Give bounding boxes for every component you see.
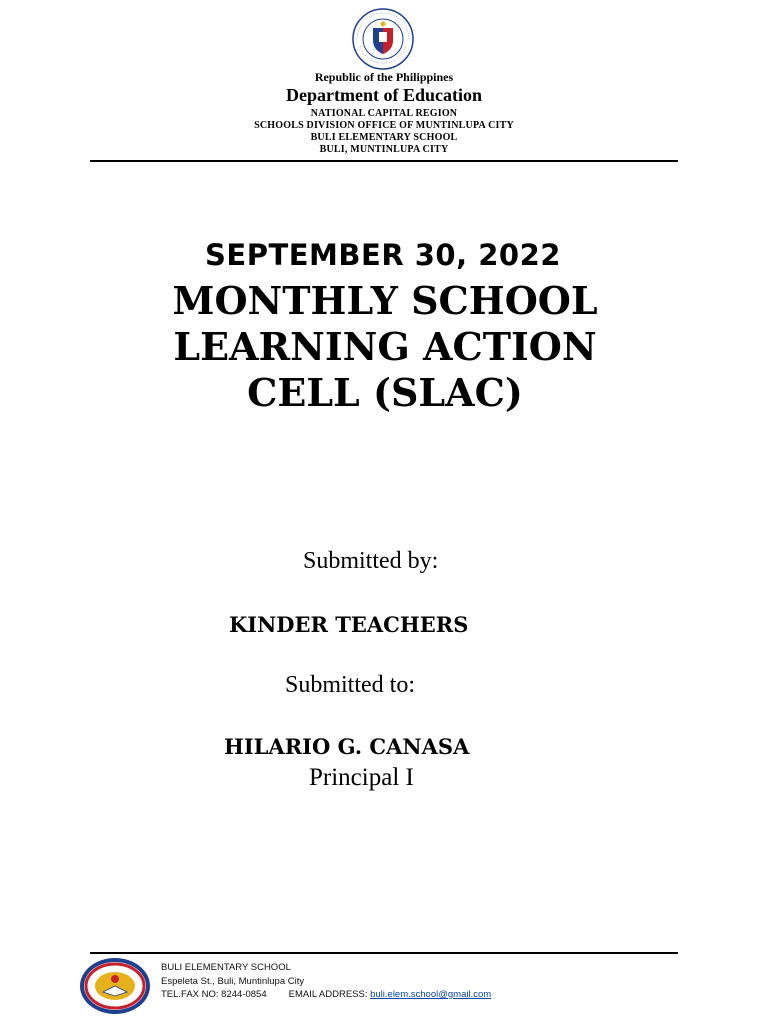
email-label: EMAIL ADDRESS: bbox=[288, 989, 368, 1000]
department-line: Department of Education bbox=[286, 85, 482, 105]
address-line: BULI, MUNTINLUPA CITY bbox=[319, 144, 449, 155]
republic-line: Republic of the Philippines bbox=[314, 70, 454, 84]
telfax-text: TEL.FAX NO: 8244-0854 bbox=[161, 989, 267, 1000]
footer-divider bbox=[90, 952, 678, 954]
title-line: CELL (SLAC) bbox=[247, 370, 523, 415]
footer-school-name: BULI ELEMENTARY SCHOOL bbox=[161, 962, 291, 973]
school-logo bbox=[78, 956, 152, 1016]
email-link[interactable]: buli.elem.school@gmail.com bbox=[370, 989, 492, 1000]
footer-contact-line bbox=[161, 989, 491, 1000]
submitted-to-label: Submitted to: bbox=[285, 672, 416, 698]
title-line: LEARNING ACTION bbox=[173, 324, 597, 369]
submitted-by-name: KINDER TEACHERS bbox=[229, 612, 469, 637]
title-line: MONTHLY SCHOOL bbox=[172, 278, 598, 323]
region-line: NATIONAL CAPITAL REGION bbox=[310, 108, 458, 119]
header-divider bbox=[90, 160, 678, 162]
deped-seal-logo bbox=[346, 8, 420, 70]
school-line: BULI ELEMENTARY SCHOOL bbox=[310, 132, 458, 143]
division-line: SCHOOLS DIVISION OFFICE OF MUNTINLUPA CITY bbox=[254, 120, 514, 131]
submitted-by-label: Submitted by: bbox=[303, 548, 439, 574]
document-title bbox=[145, 278, 625, 416]
footer-address: Espeleta St., Buli, Muntinlupa City bbox=[161, 976, 305, 987]
submitted-to-position: Principal I bbox=[309, 764, 414, 791]
document-date: SEPTEMBER 30, 2022 bbox=[205, 238, 561, 272]
submitted-to-name: HILARIO G. CANASA bbox=[224, 734, 470, 759]
